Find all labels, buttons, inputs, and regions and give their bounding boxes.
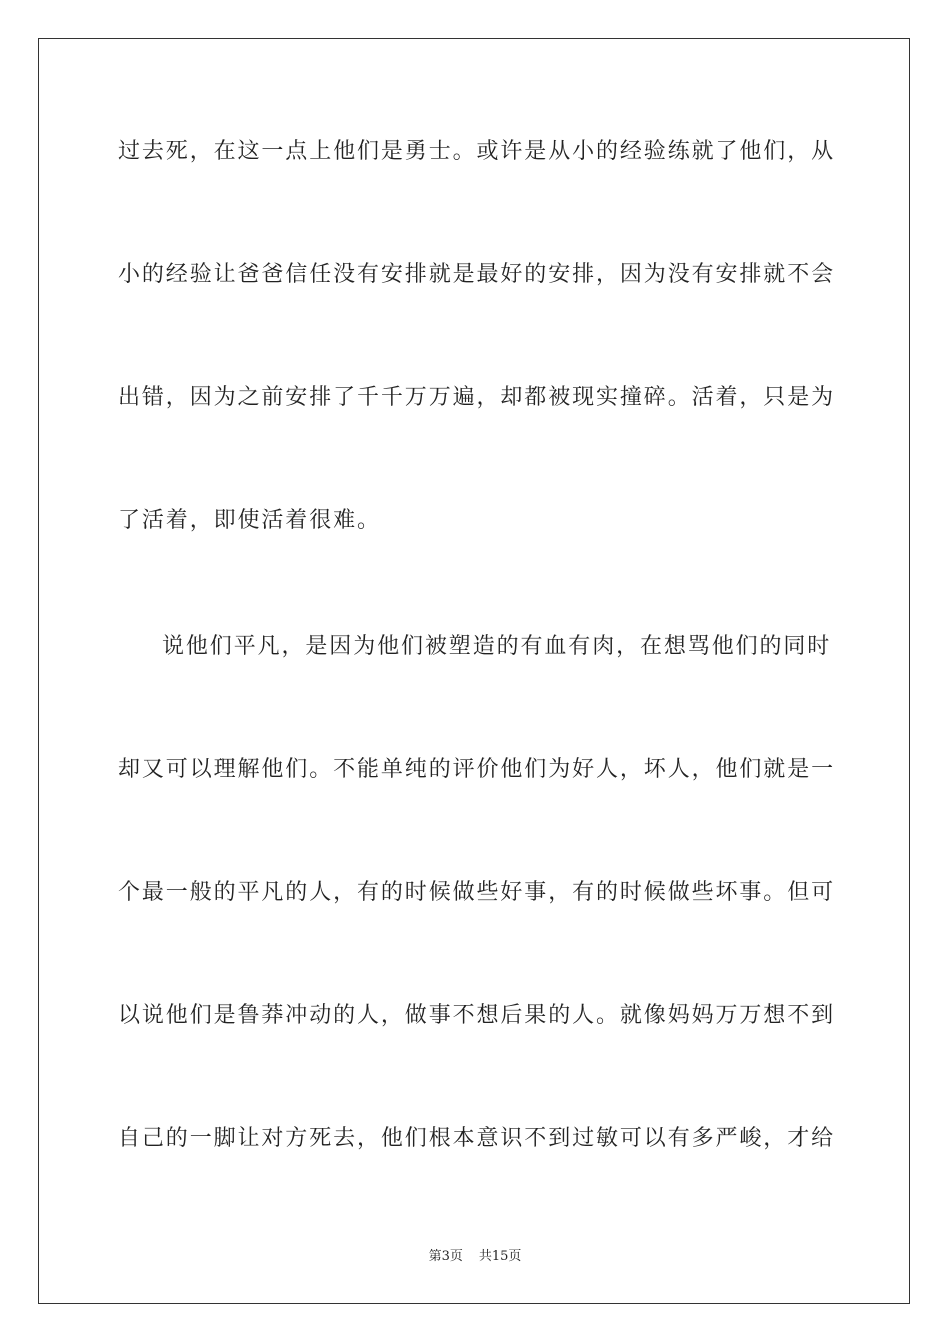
text-line: 了活着，即使活着很难。 xyxy=(118,508,381,533)
page-total: 共15页 xyxy=(478,1249,522,1264)
page-number: 第3页 xyxy=(428,1249,463,1264)
page-border xyxy=(38,38,910,1304)
text-line: 出错，因为之前安排了千千万万遍，却都被现实撞碎。活着，只是为 xyxy=(118,385,836,410)
text-line: 说他们平凡，是因为他们被塑造的有血有肉，在想骂他们的同时 xyxy=(162,634,832,659)
text-line: 以说他们是鲁莽冲动的人，做事不想后果的人。就像妈妈万万想不到 xyxy=(118,1003,836,1028)
text-line: 过去死，在这一点上他们是勇士。或许是从小的经验练就了他们，从 xyxy=(118,139,836,164)
text-line: 小的经验让爸爸信任没有安排就是最好的安排，因为没有安排就不会 xyxy=(118,262,836,287)
text-line: 却又可以理解他们。不能单纯的评价他们为好人，坏人，他们就是一 xyxy=(118,757,836,782)
text-line: 个最一般的平凡的人，有的时候做些好事，有的时候做些坏事。但可 xyxy=(118,880,836,905)
text-line: 自己的一脚让对方死去，他们根本意识不到过敏可以有多严峻，才给 xyxy=(118,1126,836,1151)
page-footer xyxy=(0,1248,950,1266)
